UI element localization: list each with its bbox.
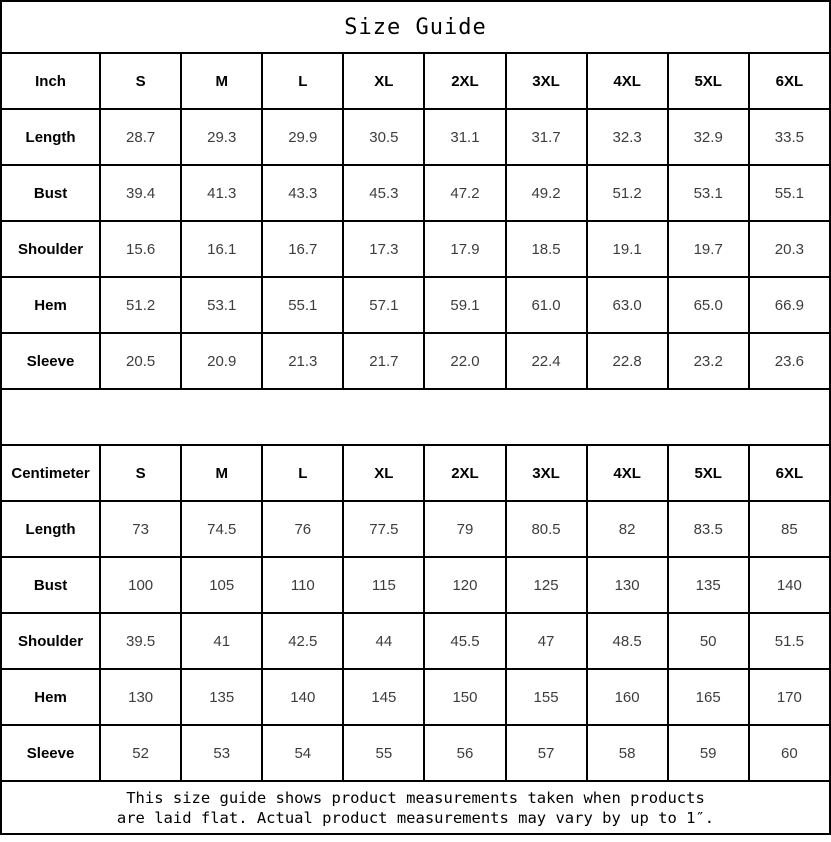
value-cell: 115 (343, 557, 424, 613)
value-cell: 76 (262, 501, 343, 557)
measurement-row (1, 669, 830, 725)
footer-row (1, 781, 830, 834)
value-cell: 18.5 (506, 221, 587, 277)
row-label-cell: Shoulder (1, 613, 100, 669)
value-cell: 55 (343, 725, 424, 781)
value-cell: 54 (262, 725, 343, 781)
measurement-row (1, 557, 830, 613)
value-cell: 19.7 (668, 221, 749, 277)
value-cell: 33.5 (749, 109, 830, 165)
value-cell: 51.2 (100, 277, 181, 333)
value-cell: 57 (506, 725, 587, 781)
value-cell: 17.3 (343, 221, 424, 277)
value-cell: 105 (181, 557, 262, 613)
value-cell: 15.6 (100, 221, 181, 277)
value-cell: 51.2 (587, 165, 668, 221)
size-header-cell: S (100, 445, 181, 501)
size-header-cell: 3XL (506, 445, 587, 501)
value-cell: 41 (181, 613, 262, 669)
row-label-cell: Sleeve (1, 725, 100, 781)
value-cell: 65.0 (668, 277, 749, 333)
value-cell: 20.9 (181, 333, 262, 389)
value-cell: 50 (668, 613, 749, 669)
value-cell: 135 (668, 557, 749, 613)
size-header-cell: S (100, 53, 181, 109)
value-cell: 110 (262, 557, 343, 613)
value-cell: 53.1 (181, 277, 262, 333)
row-label-cell: Bust (1, 557, 100, 613)
value-cell: 130 (100, 669, 181, 725)
value-cell: 140 (262, 669, 343, 725)
value-cell: 58 (587, 725, 668, 781)
value-cell: 43.3 (262, 165, 343, 221)
value-cell: 29.9 (262, 109, 343, 165)
size-header-cell: 4XL (587, 53, 668, 109)
value-cell: 42.5 (262, 613, 343, 669)
value-cell: 20.5 (100, 333, 181, 389)
measurement-row (1, 109, 830, 165)
size-header-cell: 5XL (668, 53, 749, 109)
size-header-cell: XL (343, 445, 424, 501)
row-label-cell: Length (1, 109, 100, 165)
size-header-row (1, 53, 830, 109)
measurement-row (1, 613, 830, 669)
row-label-cell: Length (1, 501, 100, 557)
size-header-cell: 6XL (749, 445, 830, 501)
measurement-grid (1, 53, 830, 781)
value-cell: 79 (424, 501, 505, 557)
value-cell: 16.1 (181, 221, 262, 277)
value-cell: 41.3 (181, 165, 262, 221)
value-cell: 130 (587, 557, 668, 613)
value-cell: 55.1 (262, 277, 343, 333)
measurement-row (1, 221, 830, 277)
table-gap-row (1, 389, 830, 445)
value-cell: 63.0 (587, 277, 668, 333)
value-cell: 17.9 (424, 221, 505, 277)
size-header-cell: 3XL (506, 53, 587, 109)
footer-note-line2: are laid flat. Actual product measurements may vary by up to 1″. (116, 808, 715, 827)
value-cell: 52 (100, 725, 181, 781)
size-header-cell: XL (343, 53, 424, 109)
value-cell: 155 (506, 669, 587, 725)
row-label-cell: Shoulder (1, 221, 100, 277)
value-cell: 83.5 (668, 501, 749, 557)
value-cell: 53.1 (668, 165, 749, 221)
value-cell: 48.5 (587, 613, 668, 669)
size-header-cell: M (181, 53, 262, 109)
value-cell: 77.5 (343, 501, 424, 557)
value-cell: 39.5 (100, 613, 181, 669)
value-cell: 32.9 (668, 109, 749, 165)
size-header-cell: 5XL (668, 445, 749, 501)
value-cell: 23.2 (668, 333, 749, 389)
size-header-cell: M (181, 445, 262, 501)
value-cell: 125 (506, 557, 587, 613)
footer-note (1, 781, 830, 834)
value-cell: 170 (749, 669, 830, 725)
value-cell: 150 (424, 669, 505, 725)
size-header-row (1, 445, 830, 501)
value-cell: 145 (343, 669, 424, 725)
size-header-cell: 4XL (587, 445, 668, 501)
value-cell: 51.5 (749, 613, 830, 669)
title-row (1, 1, 830, 53)
value-cell: 56 (424, 725, 505, 781)
value-cell: 100 (100, 557, 181, 613)
value-cell: 85 (749, 501, 830, 557)
value-cell: 80.5 (506, 501, 587, 557)
value-cell: 140 (749, 557, 830, 613)
value-cell: 44 (343, 613, 424, 669)
value-cell: 82 (587, 501, 668, 557)
measurement-row (1, 501, 830, 557)
value-cell: 61.0 (506, 277, 587, 333)
size-header-cell: 2XL (424, 53, 505, 109)
table-gap-cell (1, 389, 830, 445)
measurement-row (1, 277, 830, 333)
value-cell: 28.7 (100, 109, 181, 165)
value-cell: 29.3 (181, 109, 262, 165)
measurement-row (1, 333, 830, 389)
value-cell: 31.1 (424, 109, 505, 165)
value-cell: 73 (100, 501, 181, 557)
value-cell: 165 (668, 669, 749, 725)
value-cell: 55.1 (749, 165, 830, 221)
size-header-cell: 2XL (424, 445, 505, 501)
size-header-cell: L (262, 53, 343, 109)
value-cell: 45.5 (424, 613, 505, 669)
row-label-cell: Bust (1, 165, 100, 221)
value-cell: 120 (424, 557, 505, 613)
footer-note-line1: This size guide shows product measurements taken when products (126, 788, 705, 807)
measurement-row (1, 725, 830, 781)
size-header-cell: L (262, 445, 343, 501)
value-cell: 19.1 (587, 221, 668, 277)
unit-header-cell: Centimeter (1, 445, 100, 501)
value-cell: 66.9 (749, 277, 830, 333)
value-cell: 16.7 (262, 221, 343, 277)
row-label-cell: Sleeve (1, 333, 100, 389)
row-label-cell: Hem (1, 277, 100, 333)
value-cell: 57.1 (343, 277, 424, 333)
value-cell: 23.6 (749, 333, 830, 389)
row-label-cell: Hem (1, 669, 100, 725)
value-cell: 59.1 (424, 277, 505, 333)
unit-header-cell: Inch (1, 53, 100, 109)
value-cell: 74.5 (181, 501, 262, 557)
value-cell: 59 (668, 725, 749, 781)
value-cell: 21.3 (262, 333, 343, 389)
value-cell: 39.4 (100, 165, 181, 221)
value-cell: 22.4 (506, 333, 587, 389)
measurement-row (1, 165, 830, 221)
value-cell: 53 (181, 725, 262, 781)
value-cell: 31.7 (506, 109, 587, 165)
value-cell: 135 (181, 669, 262, 725)
value-cell: 47.2 (424, 165, 505, 221)
value-cell: 47 (506, 613, 587, 669)
value-cell: 160 (587, 669, 668, 725)
value-cell: 22.0 (424, 333, 505, 389)
value-cell: 32.3 (587, 109, 668, 165)
page-title: Size Guide (1, 1, 830, 53)
value-cell: 45.3 (343, 165, 424, 221)
value-cell: 30.5 (343, 109, 424, 165)
value-cell: 60 (749, 725, 830, 781)
value-cell: 21.7 (343, 333, 424, 389)
size-header-cell: 6XL (749, 53, 830, 109)
value-cell: 49.2 (506, 165, 587, 221)
value-cell: 22.8 (587, 333, 668, 389)
value-cell: 20.3 (749, 221, 830, 277)
